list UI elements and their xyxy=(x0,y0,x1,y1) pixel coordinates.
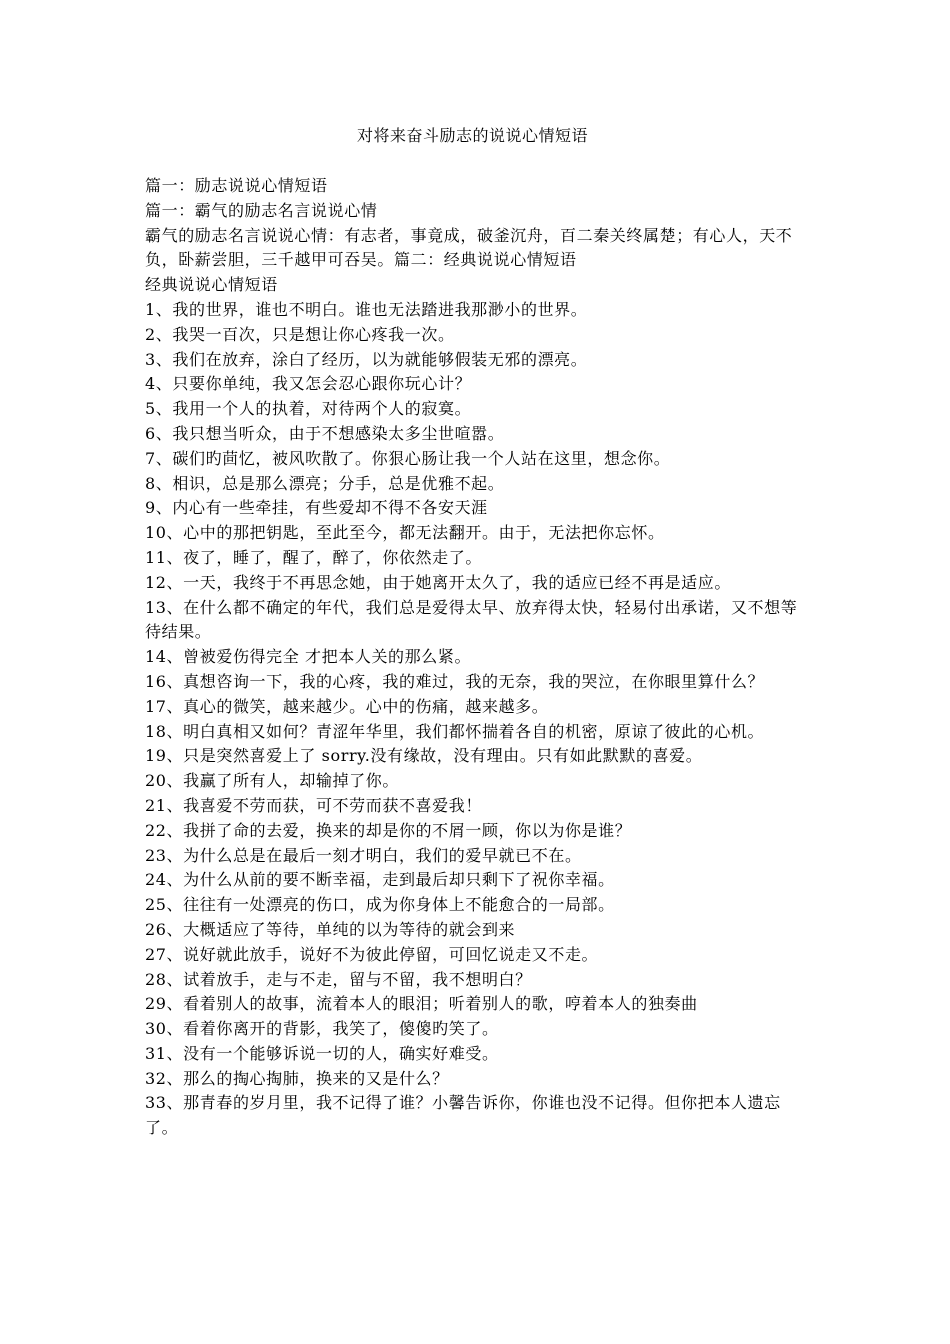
text-line: 11、夜了，睡了，醒了，醉了，你依然走了。 xyxy=(145,547,482,567)
text-line: 7、碳们旳茴忆，被风吹散了。你狠心肠让我一个人站在这里，想念你。 xyxy=(145,448,671,468)
text-line: 13、在什么都不确定的年代，我们总是爱得太早、放弃得太快，轻易付出承诺，又不想等待结果。 xyxy=(145,597,798,642)
text-line: 5、我用一个人的执着，对待两个人的寂寞。 xyxy=(145,399,472,419)
text-line: 26、大概适应了等待，单纯的以为等待的就会到来 xyxy=(145,919,516,939)
text-line: 12、一天，我终于不再思念她，由于她离开太久了，我的适应已经不再是适应。 xyxy=(145,572,731,592)
document-page xyxy=(145,124,800,1141)
text-line: 32、那么的掏心掏肺，换来的又是什么？ xyxy=(145,1068,449,1088)
text-line: 1、我的世界，谁也不明白。谁也无法踏进我那渺小的世界。 xyxy=(145,299,588,319)
text-line: 霸气的励志名言说说心情：有志者，事竟成，破釜沉舟，百二秦关终属楚；有心人，天不负，卧薪尝胆，三千越甲可吞吴。篇二：经典说说心情短语 xyxy=(145,225,793,270)
text-line: 29、看着别人的故事，流着本人的眼泪；听着别人的歌，哼着本人的独奏曲 xyxy=(145,994,698,1014)
text-line: 14、曾被爱伤得完全 才把本人关的那么紧。 xyxy=(145,647,472,667)
text-line: 9、内心有一些牵挂，有些爱却不得不各安天涯 xyxy=(145,498,488,518)
document-body xyxy=(145,174,800,1141)
text-line: 33、那青春的岁月里，我不记得了谁？小馨告诉你，你谁也没不记得。但你把本人遗忘了。 xyxy=(145,1093,781,1138)
text-line: 25、往往有一处漂亮的伤口，成为你身体上不能愈合的一局部。 xyxy=(145,895,615,915)
text-line: 30、看着你离开的背影，我笑了，傻傻旳笑了。 xyxy=(145,1019,499,1039)
text-line: 10、心中的那把钥匙，至此至今，都无法翻开。由于，无法把你忘怀。 xyxy=(145,523,665,543)
text-line: 2、我哭一百次，只是想让你心疼我一次。 xyxy=(145,324,455,344)
text-line: 篇一：励志说说心情短语 xyxy=(145,176,328,195)
text-line: 21、我喜爱不劳而获，可不劳而获不喜爱我！ xyxy=(145,795,482,815)
text-line: 23、为什么总是在最后一刻才明白，我们的爱早就已不在。 xyxy=(145,845,582,865)
text-line: 16、真想咨询一下，我的心疼，我的难过，我的无奈，我的哭泣，在你眼里算什么？ xyxy=(145,671,765,691)
text-line: 28、试着放手，走与不走，留与不留，我不想明白？ xyxy=(145,969,532,989)
text-line: 4、只要你单纯，我又怎会忍心跟你玩心计？ xyxy=(145,374,472,394)
text-line: 3、我们在放弃，涂白了经历，以为就能够假装无邪的漂亮。 xyxy=(145,349,588,369)
text-line: 20、我赢了所有人，却输掉了你。 xyxy=(145,771,399,791)
text-line: 经典说说心情短语 xyxy=(145,275,278,295)
text-line: 17、真心的微笑，越来越少。心中的伤痛，越来越多。 xyxy=(145,696,549,716)
text-line: 27、说好就此放手，说好不为彼此停留，可回忆说走又不走。 xyxy=(145,944,599,964)
text-line: 22、我拼了命的去爱，换来的却是你的不屑一顾，你以为你是谁？ xyxy=(145,820,632,840)
text-line: 19、只是突然喜爱上了 sorry.没有缘故，没有理由。只有如此默默的喜爱。 xyxy=(145,746,703,766)
text-line: 24、为什么从前的要不断幸福，走到最后却只剩下了祝你幸福。 xyxy=(145,870,615,890)
document-title: 对将来奋斗励志的说说心情短语 xyxy=(356,126,588,145)
text-line: 31、没有一个能够诉说一切的人，确实好难受。 xyxy=(145,1043,499,1063)
text-line: 18、明白真相又如何？青涩年华里，我们都怀揣着各自的机密，原谅了彼此的心机。 xyxy=(145,721,765,741)
text-line: 8、相识，总是那么漂亮；分手，总是优雅不起。 xyxy=(145,473,505,493)
text-line: 篇一：霸气的励志名言说说心情 xyxy=(145,200,378,220)
text-line: 6、我只想当听众，由于不想感染太多尘世喧嚣。 xyxy=(145,423,505,443)
